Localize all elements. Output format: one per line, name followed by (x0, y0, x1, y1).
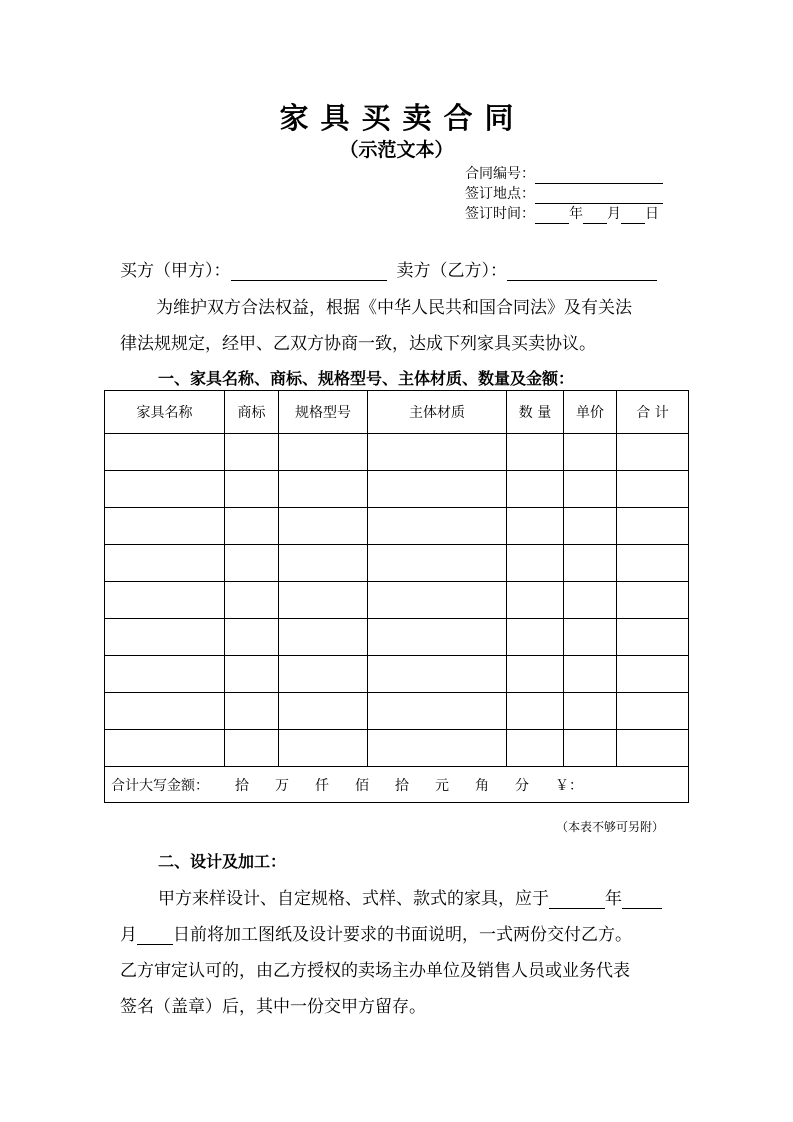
table-cell[interactable] (368, 582, 507, 619)
table-row (105, 730, 689, 767)
signing-day-field[interactable] (621, 208, 645, 224)
year-label: 年 (569, 206, 583, 222)
table-cell[interactable] (617, 471, 689, 508)
table-cell[interactable] (105, 434, 225, 471)
amount-unit-label: 仟 (315, 777, 329, 794)
column-header: 家具名称 (105, 391, 225, 434)
table-note: （本表不够可另附） (556, 820, 665, 834)
table-cell[interactable] (279, 582, 368, 619)
table-cell[interactable] (617, 619, 689, 656)
signing-place-label: 签订地点： (465, 186, 535, 202)
table-cell[interactable] (279, 471, 368, 508)
column-header: 单价 (564, 391, 617, 434)
section-2-line-1 (120, 884, 680, 909)
table-row (105, 471, 689, 508)
table-header-row (105, 391, 689, 434)
table-cell[interactable] (225, 619, 279, 656)
seller-field[interactable] (507, 262, 657, 281)
contract-number-field[interactable] (535, 168, 663, 184)
table-cell[interactable] (279, 619, 368, 656)
section-2-line-2 (120, 920, 680, 945)
table-cell[interactable] (368, 656, 507, 693)
column-header: 数 量 (507, 391, 564, 434)
seller-label: 卖方（乙方）： (396, 261, 507, 281)
table-cell[interactable] (225, 545, 279, 582)
delivery-year-label: 年 (605, 889, 622, 909)
table-cell[interactable] (564, 619, 617, 656)
delivery-year-field[interactable] (549, 890, 605, 909)
delivery-day-field[interactable] (137, 926, 173, 945)
table-cell[interactable] (617, 434, 689, 471)
amount-unit-label: 拾 (235, 777, 249, 794)
signing-place-row (465, 184, 663, 204)
table-cell[interactable] (617, 508, 689, 545)
table-cell[interactable] (225, 693, 279, 730)
table-row (105, 545, 689, 582)
total-amount-label: 合计大写金额： (111, 777, 209, 794)
table-cell[interactable] (225, 582, 279, 619)
table-cell[interactable] (617, 582, 689, 619)
month-label: 月 (607, 206, 621, 222)
table-cell[interactable] (617, 730, 689, 767)
parties-row (120, 256, 680, 281)
section-2-line-3: 乙方审定认可的，由乙方授权的卖场主办单位及销售人员或业务代表 (120, 961, 630, 981)
signing-time-label: 签订时间： (465, 206, 535, 222)
signing-place-field[interactable] (535, 188, 663, 204)
table-cell[interactable] (105, 619, 225, 656)
table-cell[interactable] (564, 656, 617, 693)
table-row (105, 656, 689, 693)
table-cell[interactable] (564, 545, 617, 582)
furniture-table (104, 390, 689, 803)
table-cell[interactable] (105, 582, 225, 619)
amount-unit-label: 拾 (395, 777, 409, 794)
table-cell[interactable] (279, 508, 368, 545)
table-cell[interactable] (225, 471, 279, 508)
buyer-label: 买方（甲方）： (120, 261, 231, 281)
table-cell[interactable] (507, 508, 564, 545)
page-subtitle: （示范文本） (339, 139, 454, 161)
table-cell[interactable] (225, 434, 279, 471)
table-cell[interactable] (564, 693, 617, 730)
amount-unit-label: ￥： (555, 777, 583, 794)
table-cell[interactable] (225, 730, 279, 767)
table-cell[interactable] (225, 656, 279, 693)
delivery-month-label: 月 (120, 925, 137, 945)
table-row (105, 693, 689, 730)
amount-unit-label: 角 (475, 777, 489, 794)
table-cell[interactable] (105, 656, 225, 693)
section-2-line-4: 签名（盖章）后，其中一份交甲方留存。 (120, 997, 426, 1017)
table-cell[interactable] (564, 730, 617, 767)
table-cell[interactable] (507, 471, 564, 508)
contract-number-label: 合同编号： (465, 166, 535, 182)
table-cell[interactable] (225, 508, 279, 545)
table-row (105, 434, 689, 471)
table-cell[interactable] (507, 434, 564, 471)
table-cell[interactable] (105, 693, 225, 730)
table-row (105, 508, 689, 545)
table-cell[interactable] (507, 619, 564, 656)
delivery-month-field-a[interactable] (622, 890, 662, 909)
amount-unit-label: 元 (435, 777, 449, 794)
table-cell[interactable] (279, 730, 368, 767)
table-cell[interactable] (105, 471, 225, 508)
signing-time-row (465, 204, 659, 224)
signing-year-field[interactable] (535, 208, 569, 224)
amount-unit-label: 万 (275, 777, 289, 794)
amount-unit-label: 佰 (355, 777, 369, 794)
intro-line-2: 律法规规定，经甲、乙双方协商一致，达成下列家具买卖协议。 (120, 334, 596, 354)
day-label: 日 (645, 206, 659, 222)
table-cell[interactable] (617, 693, 689, 730)
amount-unit-label: 分 (515, 777, 529, 794)
table-cell[interactable] (368, 508, 507, 545)
table-cell[interactable] (368, 471, 507, 508)
table-cell[interactable] (105, 508, 225, 545)
table-cell[interactable] (564, 434, 617, 471)
section-2-heading: 二、设计及加工： (158, 852, 287, 871)
table-cell[interactable] (105, 730, 225, 767)
table-cell[interactable] (617, 545, 689, 582)
table-cell[interactable] (564, 471, 617, 508)
table-cell[interactable] (279, 434, 368, 471)
table-cell[interactable] (368, 730, 507, 767)
section-2-text-b: 日前将加工图纸及设计要求的书面说明，一式两份交付乙方。 (173, 925, 632, 945)
intro-line-1: 为维护双方合法权益，根据《中华人民共和国合同法》及有关法 (156, 298, 632, 318)
table-row (105, 619, 689, 656)
signing-month-field[interactable] (583, 208, 607, 224)
table-cell[interactable] (279, 693, 368, 730)
column-header: 合 计 (617, 391, 689, 434)
table-cell[interactable] (507, 545, 564, 582)
table-cell[interactable] (564, 508, 617, 545)
table-cell[interactable] (564, 582, 617, 619)
table-cell[interactable] (507, 656, 564, 693)
table-row (105, 582, 689, 619)
table-cell[interactable] (368, 434, 507, 471)
buyer-field[interactable] (231, 262, 387, 281)
page-title: 家具买卖合同 (279, 101, 526, 135)
table-cell[interactable] (105, 545, 225, 582)
column-header: 商标 (225, 391, 279, 434)
table-total-row (105, 767, 689, 803)
table-cell[interactable] (617, 656, 689, 693)
table-cell[interactable] (507, 730, 564, 767)
table-cell[interactable] (279, 545, 368, 582)
section-1-heading: 一、家具名称、商标、规格型号、主体材质、数量及金额： (158, 369, 575, 388)
column-header: 主体材质 (368, 391, 507, 434)
total-amount-cell[interactable] (105, 767, 689, 803)
table-cell[interactable] (507, 693, 564, 730)
table-cell[interactable] (368, 545, 507, 582)
table-cell[interactable] (279, 656, 368, 693)
table-cell[interactable] (368, 619, 507, 656)
table-cell[interactable] (507, 582, 564, 619)
contract-number-row (465, 164, 663, 184)
column-header: 规格型号 (279, 391, 368, 434)
table-cell[interactable] (368, 693, 507, 730)
section-2-text-a: 甲方来样设计、自定规格、式样、款式的家具，应于 (158, 889, 549, 909)
